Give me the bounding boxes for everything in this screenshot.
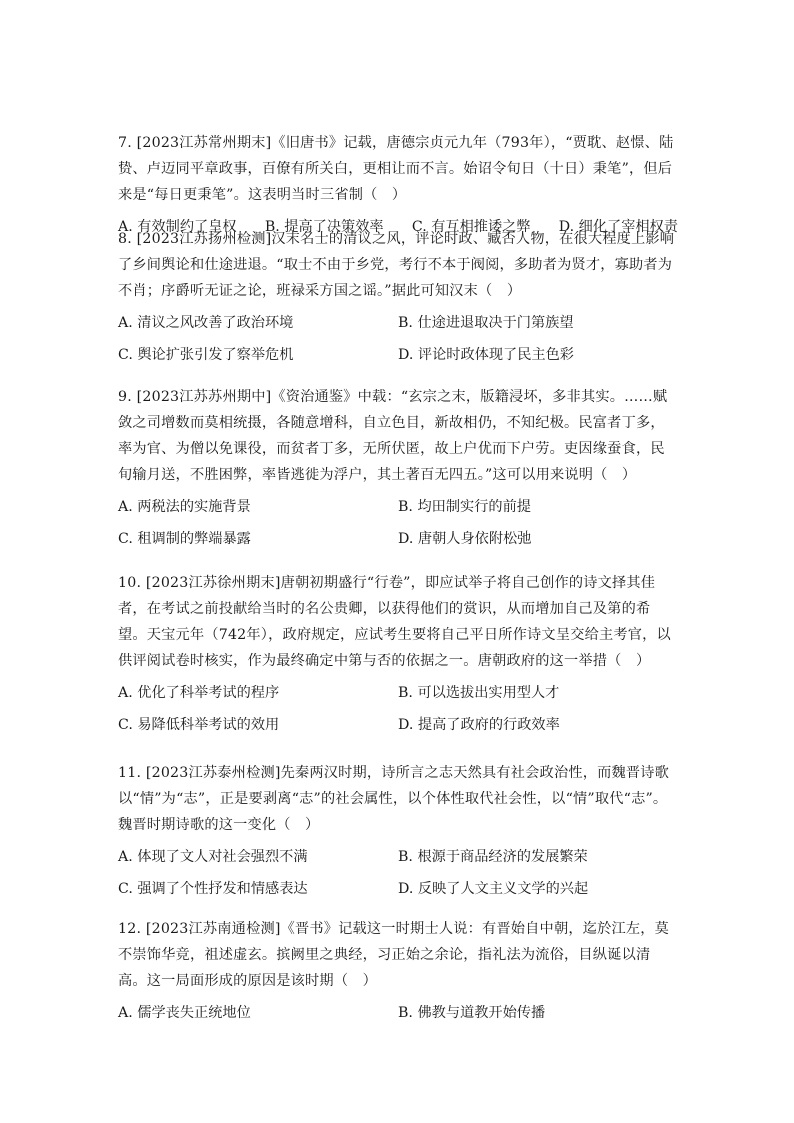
question-8-option-a[interactable]: A. 清议之风改善了政治环境 [118, 315, 294, 331]
question-12-stem: 12. [2023江苏南通检测]《晋书》记载这一时期士人说：有晋始自中朝，迄於江左，莫不崇饰华竞，祖述虚玄。摈阙里之典经，习正始之余论，指礼法为流俗，目纵诞以清高。这一局面形成的原因是该时期（ ） [118, 921, 670, 989]
question-10-options-row-2 [118, 712, 678, 738]
question-10-stem: 10. [2023江苏徐州期末]唐朝初期盛行“行卷”，即应试举子将自己创作的诗文择其佳者，在考试之前投献给当时的名公贵卿，以获得他们的赏识，从而增加自己及第的希望。天宝元年（742年），政府规定，应试考生要将自己平日所作诗文呈交给主考官，以供评阅试卷时核实，作为最终确定中第与否的依据之一。唐朝政府的这一举措（ ） [118, 575, 671, 669]
question-8-options-row-2 [118, 342, 678, 368]
question-8-option-c[interactable]: C. 舆论扩张引发了察举危机 [118, 347, 294, 363]
question-9-option-a[interactable]: A. 两税法的实施背景 [118, 499, 251, 515]
question-7-option-c[interactable]: C. 有互相推诿之弊 [411, 219, 531, 235]
question-7-option-d[interactable]: D. 细化了宰相权责 [558, 219, 678, 235]
question-10-option-b[interactable]: B. 可以选拔出实用型人才 [398, 685, 560, 701]
question-8-option-b[interactable]: B. 仕途进退取决于门第族望 [398, 315, 574, 331]
question-11-stem: 11. [2023江苏泰州检测]先秦两汉时期，诗所言之志天然具有社会政治性，而魏晋诗歌以“情”为“志”，正是要剥离“志”的社会属性，以个体性取代社会性，以“情”取代“志”。魏晋时期诗歌的这一变化（ ） [118, 765, 670, 833]
question-7-option-a[interactable]: A. 有效制约了皇权 [118, 219, 237, 235]
question-7-stem: 7. [2023江苏常州期末]《旧唐书》记载，唐德宗贞元九年（793年），“贾耽、赵憬、陆贽、卢迈同平章政事，百僚有所关白，更相让而不言。始诏令旬日（十日）秉笔”，但后来是“每日更秉笔”。这表明当时三省制（ ） [118, 135, 674, 203]
question-8-options-row-1 [118, 310, 678, 336]
question-11-options-row-2 [118, 876, 678, 902]
question-10 [118, 570, 678, 738]
question-11 [118, 760, 678, 902]
question-9-option-b[interactable]: B. 均田制实行的前提 [398, 499, 531, 515]
question-9-options-row-2 [118, 526, 678, 552]
question-8-option-d[interactable]: D. 评论时政体现了民主色彩 [398, 347, 574, 363]
question-9 [118, 384, 678, 552]
question-11-option-c[interactable]: C. 强调了个性抒发和情感表达 [118, 881, 308, 897]
question-12 [118, 916, 678, 1026]
question-7 [118, 130, 678, 240]
question-10-options-row-1 [118, 680, 678, 706]
question-11-option-d[interactable]: D. 反映了人文主义文学的兴起 [398, 881, 589, 897]
question-12-option-b[interactable]: B. 佛教与道教开始传播 [398, 1005, 546, 1021]
question-11-options-row-1 [118, 844, 678, 870]
question-9-stem: 9. [2023江苏苏州期中]《资治通鉴》中载：“玄宗之末，版籍浸坏，多非其实。……赋敛之司增数而莫相统摄，各随意增科，自立色目，新故相仍，不知纪极。民富者丁多，率为官、为僧以免课役，而贫者丁多，无所伏匿，故上户优而下户劳。吏因缘蚕食，民旬输月送，不胜困弊，率皆逃徙为浮户，其土著百无四五。”这可以用来说明（ ） [118, 389, 668, 483]
question-10-option-a[interactable]: A. 优化了科举考试的程序 [118, 685, 280, 701]
question-12-options-row-1 [118, 1000, 678, 1026]
question-9-option-c[interactable]: C. 租调制的弊端暴露 [118, 531, 251, 547]
question-8 [118, 226, 678, 368]
question-11-option-b[interactable]: B. 根源于商品经济的发展繁荣 [398, 849, 588, 865]
question-10-option-d[interactable]: D. 提高了政府的行政效率 [398, 717, 560, 733]
question-11-option-a[interactable]: A. 体现了文人对社会强烈不满 [118, 849, 308, 865]
question-7-option-b[interactable]: B. 提高了决策效率 [264, 219, 384, 235]
question-8-stem: 8. [2023江苏扬州检测]汉末名士的清议之风，评论时政、臧否人物，在很大程度上影响了乡间舆论和仕途进退。“取士不由于乡党，考行不本于阀阅，多助者为贤才，寡助者为不肖；序爵听无证之论，班禄采方国之谣。”据此可知汉末（ ） [118, 231, 675, 299]
question-12-option-a[interactable]: A. 儒学丧失正统地位 [118, 1005, 251, 1021]
question-9-option-d[interactable]: D. 唐朝人身依附松弛 [398, 531, 532, 547]
question-10-option-c[interactable]: C. 易降低科举考试的效用 [118, 717, 280, 733]
question-9-options-row-1 [118, 494, 678, 520]
